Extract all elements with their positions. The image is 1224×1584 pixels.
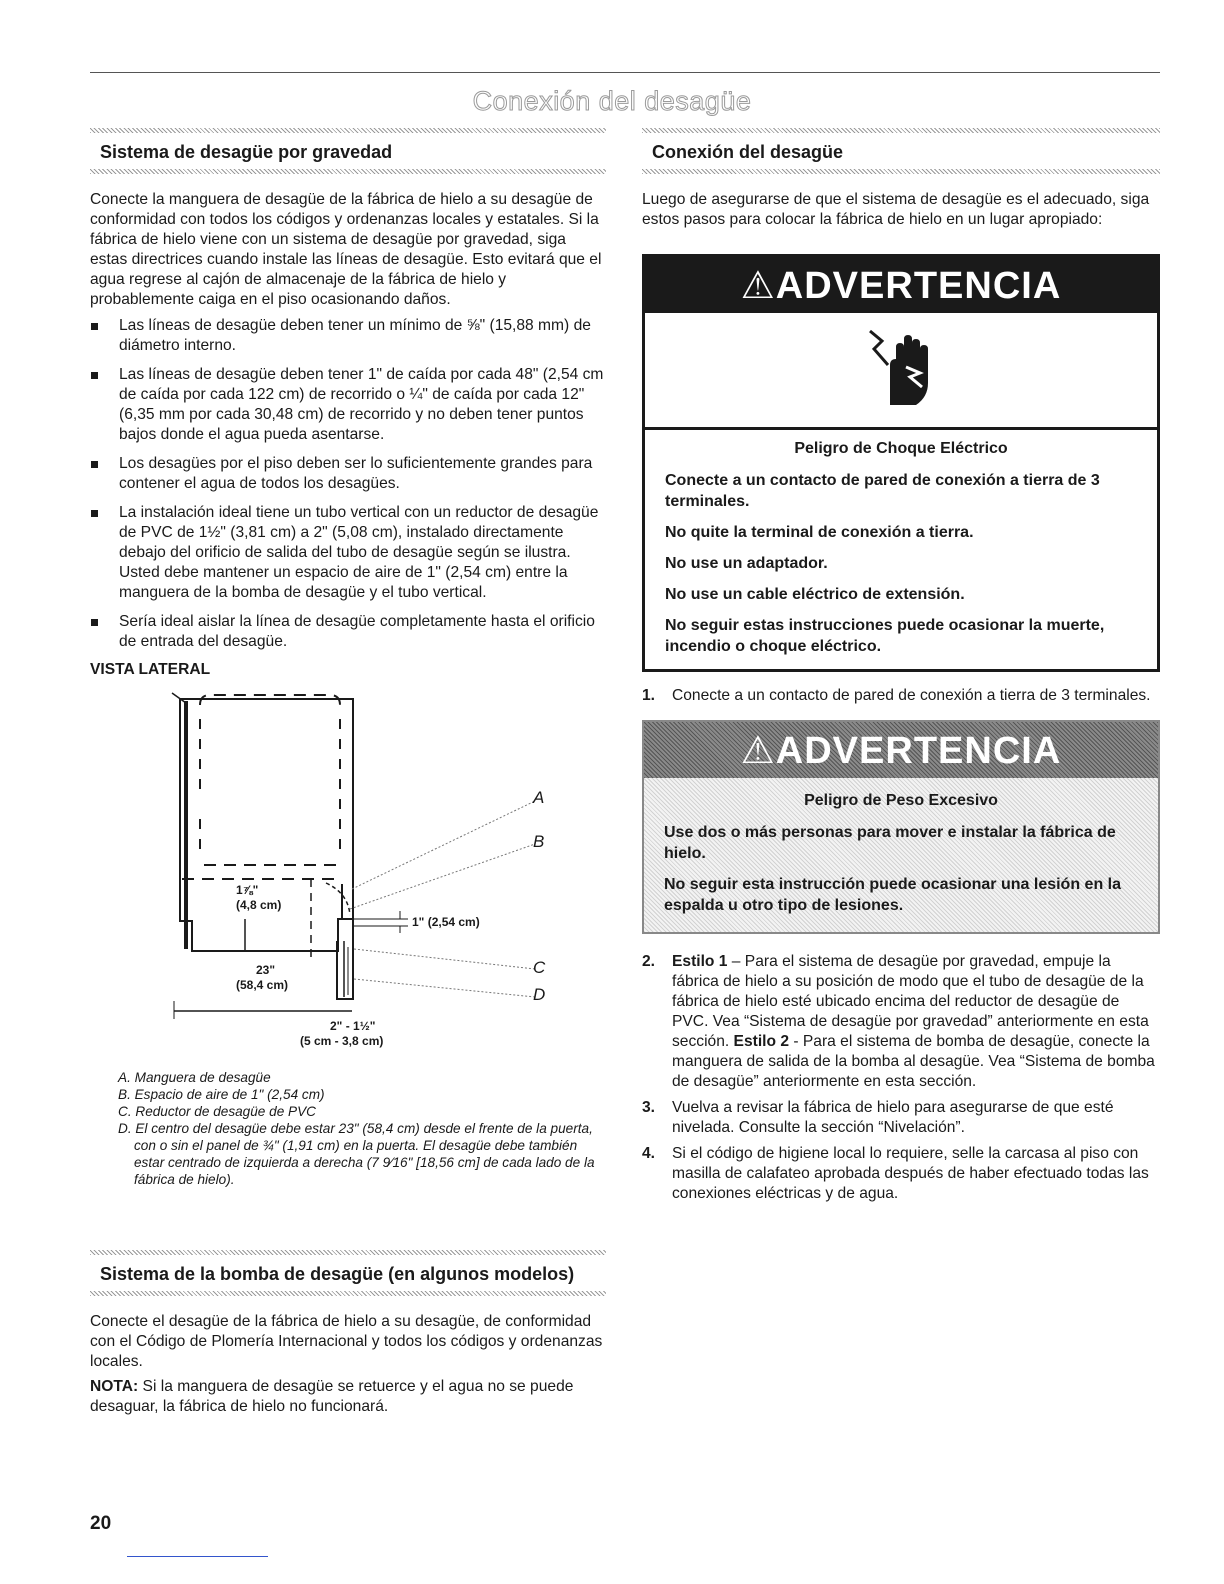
side-view-drawing [90, 679, 606, 1069]
step-text: Si el código de higiene local lo requiere, selle la carcasa al piso con masilla de calafateo aprobada después de haber efectuado todas las conexiones eléctricas y de agua. [672, 1145, 1149, 1202]
left-column [90, 128, 606, 1188]
page-number: 20 [90, 1513, 112, 1534]
step-number: 3. [642, 1099, 656, 1116]
right-column [642, 128, 1160, 1210]
warning-header [644, 722, 1158, 778]
step-list-2 [642, 952, 1160, 1204]
step-number: 1. [642, 687, 656, 704]
step-text: Vuelva a revisar la fábrica de hielo para asegurarse de que esté nivelada. Consulte la sección “Nivelación”. [672, 1099, 1114, 1136]
pump-note [90, 1377, 606, 1417]
electric-shock-hand-icon [866, 325, 936, 415]
dim-pipe-cm: (5 cm - 3,8 cm) [300, 1034, 384, 1048]
callout-a: A [533, 788, 545, 807]
page-title: Conexión del desagüe [472, 86, 752, 116]
section-divider [90, 169, 606, 174]
callout-d: D [533, 985, 546, 1004]
style-1-label: Estilo 1 [672, 953, 728, 970]
pump-intro: Conecte el desagüe de la fábrica de hielo a su desagüe, de conformidad con el Código de Plomería Internacional y todos los códigos y ordenanzas locales. [90, 1313, 603, 1370]
step-item [642, 686, 1160, 706]
warning-body [645, 430, 1157, 669]
warning-triangle-icon: ⚠ [740, 265, 776, 307]
section-divider [642, 169, 1160, 174]
step-list-1 [642, 686, 1160, 706]
legend-item: D. El centro del desagüe debe estar 23" (58,4 cm) desde el frente de la puerta, con o sin el panel de ¾" (1,91 cm) en la puerta. El desagüe debe también estar centrado de izquierda a derecha (7 9⁄16" [18,56 cm] de cada lado de la fábrica de hielo). [118, 1121, 595, 1187]
bottom-link-line [127, 1556, 268, 1557]
dim-height: 1⅞" [236, 883, 259, 897]
connection-intro: Luego de asegurarse de que el sistema de desagüe es el adecuado, siga estos pasos para colocar la fábrica de hielo en un lugar apropiado: [642, 191, 1150, 228]
note-text: Si la manguera de desagüe se retuerce y el agua no se puede desaguar, la fábrica de hielo no funcionará. [90, 1378, 574, 1415]
warning-triangle-icon: ⚠ [740, 730, 776, 772]
legend-item: A. Manguera de desagüe [118, 1070, 271, 1085]
dim-pipe: 2" - 1½" [330, 1019, 376, 1033]
legend-item: C. Reductor de desagüe de PVC [118, 1104, 316, 1119]
step-number: 2. [642, 953, 656, 970]
warning-line: No seguir esta instrucción puede ocasionar una lesión en la espalda u otro tipo de lesiones. [664, 876, 1122, 914]
gravity-bullets [90, 316, 606, 652]
step-text: Conecte a un contacto de pared de conexión a tierra de 3 terminales. [672, 687, 1151, 704]
warning-line: No use un cable eléctrico de extensión. [665, 586, 965, 603]
warning-subtitle: Peligro de Choque Eléctrico [794, 440, 1008, 457]
style-2-label: Estilo 2 [733, 1033, 790, 1050]
warning-body [644, 778, 1158, 932]
list-item: Las líneas de desagüe deben tener un mínimo de ⅝" (15,88 mm) de diámetro interno. [90, 316, 606, 356]
warning-line: Use dos o más personas para mover e instalar la fábrica de hielo. [664, 824, 1116, 862]
electric-warning-box [642, 254, 1160, 672]
warning-header [645, 257, 1157, 313]
dim-height-cm: (4,8 cm) [236, 898, 282, 912]
top-rule [90, 72, 1160, 73]
step-item [642, 1098, 1160, 1138]
section-divider [90, 1291, 606, 1296]
callout-c: C [533, 958, 546, 977]
weight-warning-box [642, 720, 1160, 934]
warning-line: Conecte a un contacto de pared de conexión a tierra de 3 terminales. [665, 472, 1100, 510]
callout-b: B [533, 832, 545, 851]
dim-gap: 1" (2,54 cm) [412, 915, 480, 929]
warning-title: ADVERTENCIA [775, 265, 1062, 307]
list-item: Sería ideal aislar la línea de desagüe completamente hasta el orificio de entrada del desagüe. [90, 612, 606, 652]
legend-item: B. Espacio de aire de 1" (2,54 cm) [118, 1087, 325, 1102]
diagram-legend [118, 1069, 606, 1188]
pump-section [90, 1250, 606, 1417]
warning-line: No use un adaptador. [665, 555, 828, 572]
warning-icon-area [645, 313, 1157, 430]
pump-heading: Sistema de la bomba de desagüe (en algunos modelos) [100, 1264, 575, 1284]
list-item: Las líneas de desagüe deben tener 1" de caída por cada 48" (2,54 cm de caída por cada 122 cm) de recorrido o ¼" de caída por cada 12" (6,35 mm por cada 30,48 cm) de recorrido y no deben tener puntos bajos donde el agua pueda asentarse. [90, 365, 606, 445]
side-view-label: VISTA LATERAL [90, 661, 211, 678]
warning-title: ADVERTENCIA [775, 730, 1062, 772]
step-item [642, 952, 1160, 1092]
warning-line: No quite la terminal de conexión a tierra. [665, 524, 974, 541]
gravity-intro: Conecte la manguera de desagüe de la fábrica de hielo a su desagüe de conformidad con todos los códigos y ordenanzas locales y estatales. Si la fábrica de hielo viene con un sistema de desagüe por gravedad, siga estas directrices cuando instale las líneas de desagüe. Esto evitará que el agua regrese al cajón de almacenaje de la fábrica de hielo y probablemente caiga en el piso ocasionando daños. [90, 191, 602, 308]
step-number: 4. [642, 1145, 656, 1162]
warning-line: No seguir estas instrucciones puede ocasionar la muerte, incendio o choque eléctrico. [665, 617, 1105, 655]
step-text: - Para el sistema de bomba de desagüe, conecte la manguera de salida de la bomba al desagüe. Vea “Sistema de bomba de desagüe” anteriormente en esta sección. [672, 1033, 1155, 1090]
dim-depth: 23" [256, 963, 276, 977]
list-item: Los desagües por el piso deben ser lo suficientemente grandes para contener el agua de todos los desagües. [90, 454, 606, 494]
gravity-heading: Sistema de desagüe por gravedad [100, 142, 393, 162]
step-item [642, 1144, 1160, 1204]
note-label: NOTA: [90, 1378, 139, 1395]
connection-heading: Conexión del desagüe [652, 142, 844, 162]
warning-subtitle: Peligro de Peso Excesivo [804, 792, 998, 809]
list-item: La instalación ideal tiene un tubo vertical con un reductor de desagüe de PVC de 1½" (3,81 cm) a 2" (5,08 cm), instalado directamente debajo del orificio de salida del tubo de desagüe según se ilustra. Usted debe mantener un espacio de aire de 1" (2,54 cm) entre la manguera de la bomba de desagüe y el tubo vertical. [90, 503, 606, 603]
dim-depth-cm: (58,4 cm) [236, 978, 289, 992]
side-view-diagram [90, 679, 606, 1069]
step-text: – Para el sistema de desagüe por gravedad, empuje la fábrica de hielo a su posición de modo que el tubo de desagüe de la fábrica de hielo esté ubicado encima del reductor de desagüe de PVC. Vea “Sistema de desagüe por gravedad” anteriormente en esta sección. [672, 953, 1149, 1050]
